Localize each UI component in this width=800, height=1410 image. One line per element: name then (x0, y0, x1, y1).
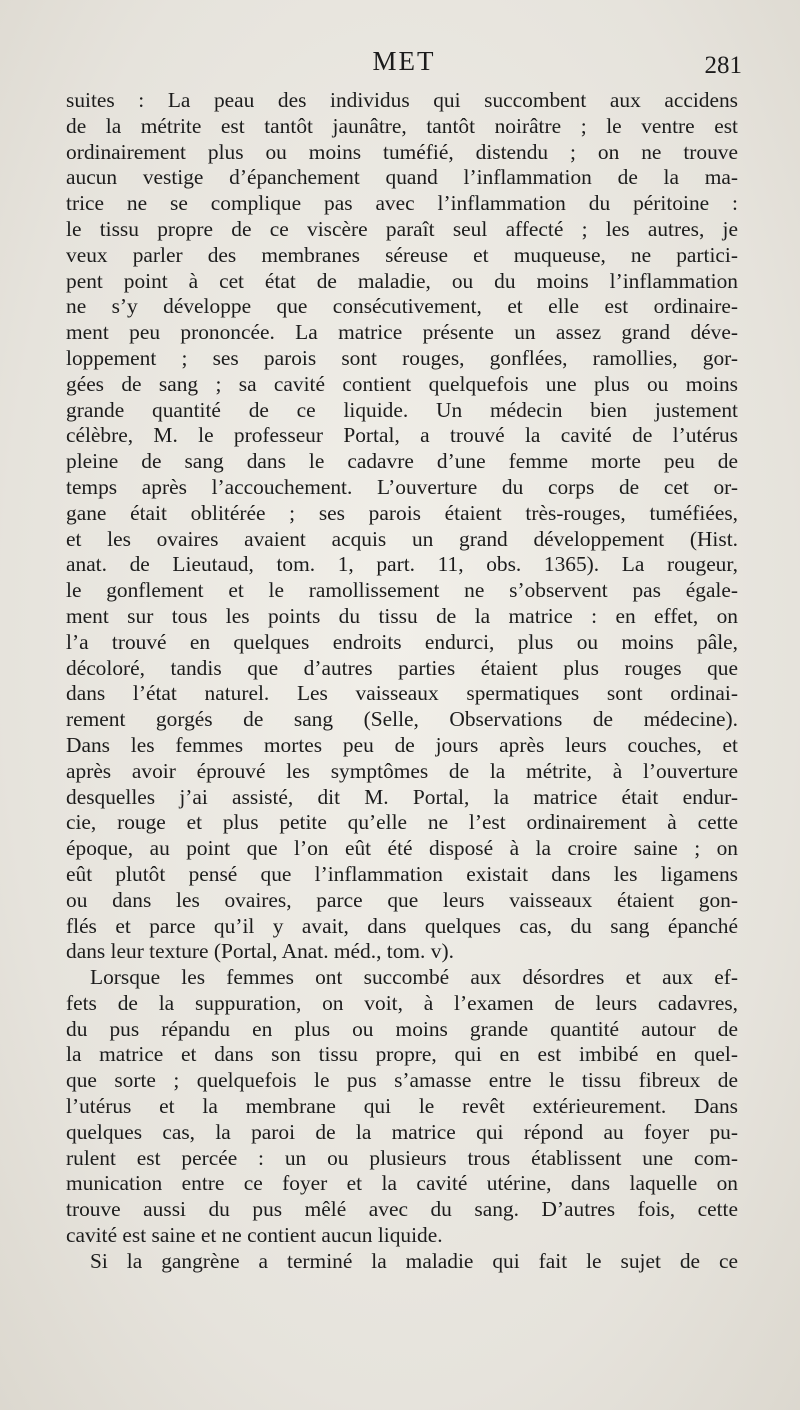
text-line: l’a trouvé en quelques endroits endurci, plus ou moins pâle, (66, 629, 738, 654)
page-number: 281 (704, 52, 742, 79)
text-line: dans l’état naturel. Les vaisseaux spermatiques sont ordinai- (66, 681, 738, 706)
text-line: le tissu propre de ce viscère paraît seul affecté ; les autres, je (66, 216, 738, 241)
text-line: et les ovaires avaient acquis un grand développement (Hist. (66, 526, 738, 551)
text-line: célèbre, M. le professeur Portal, a trouvé la cavité de l’utérus (66, 423, 738, 448)
text-line: aucun vestige d’épanchement quand l’inflammation de la ma- (66, 165, 738, 190)
text-line: la matrice et dans son tissu propre, qui en est imbibé en quel- (66, 1042, 738, 1067)
text-line: ment peu prononcée. La matrice présente un assez grand déve- (66, 320, 738, 345)
text-line: Dans les femmes mortes peu de jours après leurs couches, et (66, 732, 738, 757)
text-line: munication entre ce foyer et la cavité utérine, dans laquelle on (66, 1171, 738, 1196)
text-line: époque, au point que l’on eût été disposé à la croire saine ; on (66, 836, 738, 861)
text-line: le gonflement et le ramollissement ne s’observent pas égale- (66, 578, 738, 603)
text-line: anat. de Lieutaud, tom. 1, part. 11, obs. 1365). La rougeur, (66, 552, 738, 577)
text-line: cie, rouge et plus petite qu’elle ne l’est ordinairement à cette (66, 810, 738, 835)
text-line: trice ne se complique pas avec l’inflammation du péritoine : (66, 191, 738, 216)
text-line: après avoir éprouvé les symptômes de la métrite, à l’ouverture (66, 758, 738, 783)
text-line: Si la gangrène a terminé la maladie qui fait le sujet de ce (90, 1248, 738, 1273)
text-line: de la métrite est tantôt jaunâtre, tantôt noirâtre ; le ventre est (66, 113, 738, 138)
text-line: ordinairement plus ou moins tuméfié, distendu ; on ne trouve (66, 139, 738, 164)
page-header (66, 46, 742, 86)
text-line: cavité est saine et ne contient aucun liquide. (66, 1223, 443, 1248)
text-line: décoloré, tandis que d’autres parties étaient plus rouges que (66, 655, 738, 680)
text-line: trouve aussi du pus mêlé avec du sang. D’autres fois, cette (66, 1197, 738, 1222)
text-line: veux parler des membranes séreuse et muqueuse, ne partici- (66, 242, 738, 267)
text-line: loppement ; ses parois sont rouges, gonflées, ramollies, gor- (66, 345, 738, 370)
text-line: grande quantité de ce liquide. Un médecin bien justement (66, 397, 738, 422)
text-line: rulent est percée : un ou plusieurs trous établissent une com- (66, 1145, 738, 1170)
text-line: pent point à cet état de maladie, ou du moins l’inflammation (66, 268, 738, 293)
text-line: desquelles j’ai assisté, dit M. Portal, la matrice était endur- (66, 784, 738, 809)
text-line: ne s’y développe que consécutivement, et elle est ordinaire- (66, 294, 738, 319)
text-line: gées de sang ; sa cavité contient quelquefois une plus ou moins (66, 371, 738, 396)
text-line: que sorte ; quelquefois le pus s’amasse entre le tissu fibreux de (66, 1068, 738, 1093)
text-line: fets de la suppuration, on voit, à l’examen de leurs cadavres, (66, 990, 738, 1015)
text-line: ou dans les ovaires, parce que leurs vaisseaux étaient gon- (66, 887, 738, 912)
text-line: ment sur tous les points du tissu de la matrice : en effet, on (66, 603, 738, 628)
text-line: temps après l’accouchement. L’ouverture du corps de cet or- (66, 474, 738, 499)
text-line: rement gorgés de sang (Selle, Observations de médecine). (66, 707, 738, 732)
text-line: Lorsque les femmes ont succombé aux désordres et aux ef- (90, 965, 738, 990)
text-line: eût plutôt pensé que l’inflammation existait dans les ligamens (66, 861, 738, 886)
text-line: l’utérus et la membrane qui le revêt extérieurement. Dans (66, 1094, 738, 1119)
running-head: MET (372, 46, 436, 76)
text-line: du pus répandu en plus ou moins grande quantité autour de (66, 1016, 738, 1041)
text-line: pleine de sang dans le cadavre d’une femme morte peu de (66, 449, 738, 474)
body-text (66, 88, 738, 1275)
text-line: dans leur texture (Portal, Anat. méd., tom. v). (66, 939, 454, 964)
text-line: quelques cas, la paroi de la matrice qui répond au foyer pu- (66, 1119, 738, 1144)
text-line: flés et parce qu’il y avait, dans quelques cas, du sang épanché (66, 913, 738, 938)
text-line: suites : La peau des individus qui succombent aux accidens (66, 88, 738, 112)
text-line: gane était oblitérée ; ses parois étaient très-rouges, tuméfiées, (66, 500, 738, 525)
